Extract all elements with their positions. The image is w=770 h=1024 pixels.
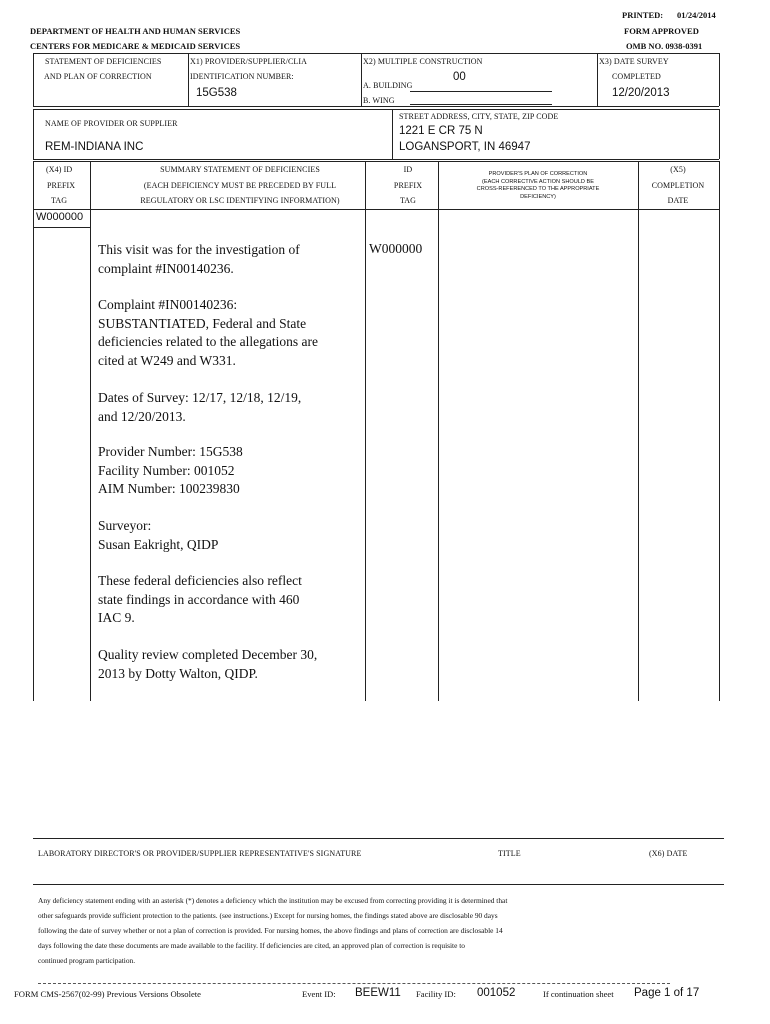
box2-divider: [392, 109, 393, 159]
x5-completion-label: COMPLETION: [651, 181, 705, 190]
lab-signature-label: LABORATORY DIRECTOR'S OR PROVIDER/SUPPLIER REPRESENTATIVE'S SIGNATURE: [38, 849, 362, 858]
event-id-label: Event ID:: [302, 989, 336, 999]
x1-label-1: X1) PROVIDER/SUPPLIER/CLIA: [190, 57, 308, 66]
facility-id-label: Facility ID:: [416, 989, 456, 999]
footnote-line: Any deficiency statement ending with an asterisk (*) denotes a deficiency which the institution may be excused from correcting providing it is determined that: [38, 896, 508, 905]
text-line: AIM Number: 100239830: [98, 481, 240, 496]
text-line: This visit was for the investigation of: [98, 242, 300, 257]
statement-label-2: AND PLAN OF CORRECTION: [44, 72, 152, 81]
text-line: Quality review completed December 30,: [98, 647, 318, 662]
id-tag-label: TAG: [399, 196, 417, 205]
col-rule-left: [33, 161, 34, 701]
page-number: Page 1 of 17: [634, 987, 700, 999]
text-line: Facility Number: 001052: [98, 462, 235, 478]
id-label: ID: [403, 165, 413, 174]
footnote-line: continued program participation.: [38, 956, 136, 965]
summary-label-2: (EACH DEFICIENCY MUST BE PRECEDED BY FULL: [143, 181, 337, 190]
paragraph-numbers: [98, 443, 338, 499]
box2-left-rule: [33, 109, 34, 159]
paragraph-dates: [98, 389, 338, 426]
plan-label-4: DEFICIENCY): [520, 194, 556, 200]
x1-label-2: IDENTIFICATION NUMBER:: [190, 72, 294, 81]
left-prefix-tag: W000000: [36, 211, 84, 223]
col-rule-1: [90, 161, 91, 701]
disclaimer-footnote: [38, 893, 507, 968]
building-value: 00: [453, 71, 466, 83]
department-name: DEPARTMENT OF HEALTH AND HUMAN SERVICES: [30, 26, 241, 36]
columns-top-rule: [33, 161, 719, 162]
footer-rule: [38, 983, 670, 984]
col-rule-right: [719, 161, 720, 701]
text-line: deficiencies related to the allegations are: [98, 334, 319, 349]
summary-label-1: SUMMARY STATEMENT OF DEFICIENCIES: [160, 165, 320, 174]
text-line: cited at W249 and W331.: [98, 352, 236, 368]
address-line-2: LOGANSPORT, IN 46947: [399, 141, 531, 153]
x2-building-label: A. BUILDING: [363, 81, 413, 90]
col-rule-3: [438, 161, 439, 701]
address-label: STREET ADDRESS, CITY, STATE, ZIP CODE: [399, 112, 559, 121]
form-approved: FORM APPROVED: [624, 26, 699, 36]
building-underline: [410, 91, 552, 92]
box1-right-rule: [719, 53, 720, 106]
x2-wing-label: B. WING: [363, 96, 395, 105]
footnote-line: days following the date these documents are made available to the facility. If deficiencies are cited, an approved plan of correction is requisite to: [38, 941, 465, 950]
col-rule-4: [638, 161, 639, 701]
columns-bottom-rule: [33, 209, 719, 210]
wing-underline: [410, 104, 552, 105]
event-id-value: BEEW11: [355, 987, 401, 999]
title-label: TITLE: [498, 849, 521, 858]
plan-label-2: (EACH CORRECTIVE ACTION SHOULD BE: [482, 179, 594, 185]
x4-id-label: (X4) ID: [46, 165, 73, 174]
footnote-line: other safeguards provide sufficient protection to the patients. (see instructions.) Except for nursing homes, the findings stated above are disclosable 90 days: [38, 911, 498, 920]
x6-date-label: (X6) DATE: [649, 849, 688, 858]
provider-id-value: 15G538: [196, 87, 237, 99]
box1-divider-3: [597, 53, 598, 106]
provider-name-value: REM-INDIANA INC: [45, 141, 144, 153]
id-prefix-label: PREFIX: [393, 181, 423, 190]
paragraph-complaint: [98, 296, 338, 370]
x4-tag-label: TAG: [51, 196, 68, 205]
centers-name: CENTERS FOR MEDICARE & MEDICAID SERVICES: [30, 41, 241, 51]
text-line: complaint #IN00140236.: [98, 260, 234, 276]
footnote-line: following the date of survey whether or not a plan of correction is provided. For nursing homes, the above findings and plans of correction are disclosable 14: [38, 926, 503, 935]
x3-label-2: COMPLETED: [612, 72, 661, 81]
box2-right-rule: [719, 109, 720, 159]
facility-id-value: 001052: [477, 987, 516, 999]
x5-label: (X5): [670, 165, 686, 174]
summary-label-3: REGULATORY OR LSC IDENTIFYING INFORMATION): [140, 196, 340, 205]
text-line: IAC 9.: [98, 610, 135, 625]
text-line: state findings in accordance with 460: [98, 591, 300, 607]
text-line: Dates of Survey: 12/17, 12/18, 12/19,: [98, 390, 302, 405]
x5-date-label: DATE: [667, 196, 689, 205]
x2-label: X2) MULTIPLE CONSTRUCTION: [363, 57, 483, 66]
paragraph-surveyor: [98, 517, 338, 554]
box1-left-rule: [33, 53, 34, 106]
box1-top-rule: [33, 53, 719, 54]
printed-label: PRINTED:: [622, 10, 664, 20]
plan-label-3: CROSS-REFERENCED TO THE APPROPRIATE: [476, 186, 600, 192]
right-prefix-tag: W000000: [369, 241, 423, 256]
text-line: SUBSTANTIATED, Federal and State: [98, 315, 307, 331]
text-line: and 12/20/2013.: [98, 408, 186, 424]
paragraph-quality-review: [98, 646, 338, 683]
paragraph-visit: [98, 241, 338, 278]
survey-date-value: 12/20/2013: [612, 87, 670, 99]
col-rule-2: [365, 161, 366, 701]
box1-divider-1: [188, 53, 189, 106]
signature-bottom-rule: [33, 884, 724, 885]
provider-name-label: NAME OF PROVIDER OR SUPPLIER: [45, 119, 178, 128]
box1-divider-2: [361, 53, 362, 106]
omb-number: OMB NO. 0938-0391: [626, 41, 703, 51]
signature-top-rule: [33, 838, 724, 839]
form-number: FORM CMS-2567(02-99) Previous Versions Obsolete: [14, 989, 201, 999]
statement-label-1: STATEMENT OF DEFICIENCIES: [45, 57, 162, 66]
printed-date: 01/24/2014: [677, 10, 716, 20]
text-line: Susan Eakright, QIDP: [98, 536, 219, 552]
text-line: 2013 by Dotty Walton, QIDP.: [98, 665, 258, 681]
plan-label-1: PROVIDER'S PLAN OF CORRECTION: [488, 171, 588, 177]
address-line-1: 1221 E CR 75 N: [399, 125, 483, 137]
tag-box-rule: [33, 227, 90, 228]
x4-prefix-label: PREFIX: [47, 181, 76, 190]
text-line: Complaint #IN00140236:: [98, 297, 238, 312]
paragraph-state-findings: [98, 572, 338, 628]
text-line: Surveyor:: [98, 518, 152, 533]
box2-top-rule: [33, 109, 719, 110]
continuation-label: If continuation sheet: [543, 989, 614, 999]
x3-label-1: X3) DATE SURVEY: [599, 57, 669, 66]
box2-bottom-rule: [33, 159, 719, 160]
text-line: Provider Number: 15G538: [98, 444, 243, 459]
box1-bottom-rule: [33, 106, 719, 107]
text-line: These federal deficiencies also reflect: [98, 573, 302, 588]
